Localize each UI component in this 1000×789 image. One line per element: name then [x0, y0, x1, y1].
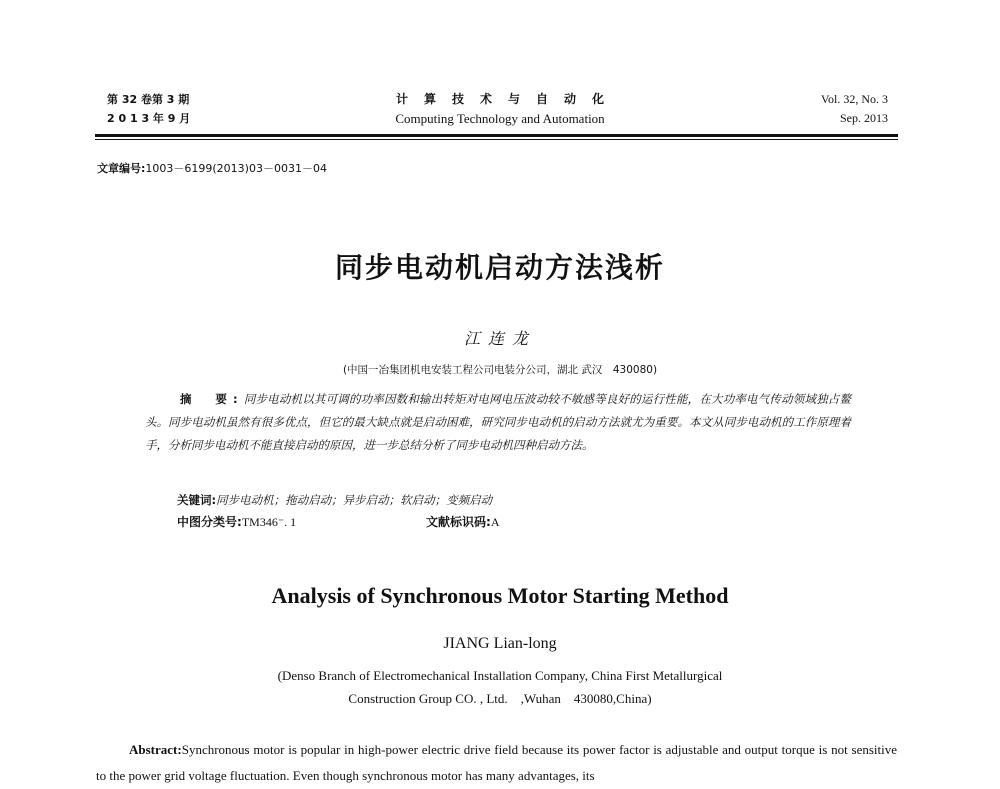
abstract-cn-text: 同步电动机以其可调的功率因数和输出转矩对电网电压波动较不敏感等良好的运行性能，在大功率电气传动领域独占鳌头。同步电动机虽然有很多优点，但它的最大缺点就是启动困难，研究同步电动机的启动方法就尤为重要。本文从同步电动机的工作原理着手，分析同步电动机不能直接启动的原因，进一步总结分析了同步电动机四种启动方法。 — [145, 392, 851, 452]
header-center — [350, 90, 650, 128]
affiliation-en-line2: Construction Group CO. , Ltd. ,Wuhan 430080,China) — [348, 691, 652, 706]
keywords-cn — [177, 489, 492, 511]
affiliation-cn: (中国一冶集团机电安装工程公司电装分公司，湖北 武汉 430080) — [342, 364, 658, 376]
affiliation-en-line1: (Denso Branch of Electromechanical Installation Company, China First Metallurgical — [277, 668, 723, 683]
author-en: JIANG Lian-long — [443, 635, 557, 652]
abstract-en-text: Synchronous motor is popular in high-power electric drive field because its power factor is adjustable and output torque is not sensitive to the power grid voltage fluctuation. Even though synchronous motor has many advantages, its — [96, 742, 897, 783]
abstract-cn-label: 摘 要: — [180, 392, 244, 406]
article-id — [97, 160, 327, 176]
keywords-cn-label: 关键词: — [177, 493, 217, 507]
doc-code-label: 文献标识码: — [426, 515, 491, 529]
header-right — [821, 90, 888, 128]
clc-value: TM346⁻. 1 — [241, 515, 297, 529]
journal-name-en: Computing Technology and Automation — [395, 111, 605, 126]
title-cn: 同步电动机启动方法浅析 — [334, 251, 665, 284]
title-en: Analysis of Synchronous Motor Starting Method — [271, 583, 729, 608]
date-cn: 2 0 1 3 年 9 月 — [107, 112, 191, 125]
abstract-en — [96, 737, 897, 789]
header-rule-thick — [95, 134, 898, 137]
header-rule-thin — [95, 139, 898, 140]
date-en: Sep. 2013 — [840, 111, 888, 125]
doc-code-value: A — [490, 515, 500, 529]
volume-en: Vol. 32, No. 3 — [820, 92, 888, 106]
article-id-value: 1003－6199(2013)03－0031－04 — [145, 162, 327, 175]
abstract-en-label: Abstract: — [129, 742, 182, 757]
affiliation-en — [0, 664, 1000, 710]
clc-label: 中图分类号: — [177, 515, 242, 529]
clc-number — [177, 513, 296, 530]
header-left — [107, 90, 190, 128]
abstract-cn — [145, 388, 851, 457]
volume-cn: 第 32 卷第 3 期 — [107, 93, 190, 106]
document-code — [426, 513, 499, 530]
author-cn: 江连龙 — [463, 329, 536, 348]
journal-name-cn: 计算技术与自动化 — [395, 92, 620, 106]
article-id-label: 文章编号: — [97, 162, 146, 175]
keywords-cn-text: 同步电动机；拖动启动；异步启动；软启动；变频启动 — [216, 493, 493, 507]
